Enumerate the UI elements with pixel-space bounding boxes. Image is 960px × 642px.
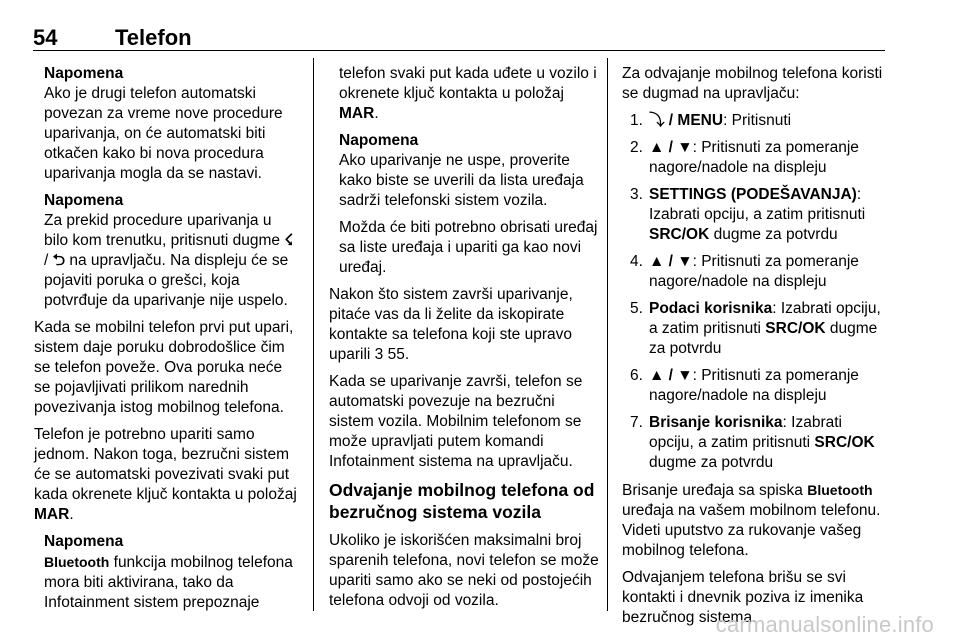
back-icon: ⮌ [52, 252, 66, 269]
note-text: Ako uparivanje ne uspe, proverite kako biste se uverili da lista uređaja sadrži telefonski sistem vozila. [339, 152, 584, 209]
list-item: 6. ▲ / ▼: Pritisnuti za pomeranje nagore/nadole na displeju [630, 367, 859, 404]
column-divider-1 [313, 58, 314, 611]
note-heading: Napomena [44, 65, 124, 82]
paragraph-contacts-deleted: Odvajanjem telefona brišu se svi kontakti i dnevnik poziva iz imenika bezručnog sistema. [622, 569, 864, 626]
list-item: 1. ⤵ / MENU: Pritisnuti [630, 112, 792, 129]
column-2 [329, 64, 599, 618]
note-heading: Napomena [44, 192, 124, 209]
note-text: Za prekid procedure uparivanja u bilo kom trenutku, pritisnuti dugme ☇ / ⮌ na upravljaču. Na displeju će se pojaviti poruka o grešci, koja potvrđuje da uparivanje nije uspelo. [44, 212, 294, 309]
header-rule [33, 50, 885, 51]
list-item: 5. Podaci korisnika: Izabrati opciju, a zatim pritisnuti SRC/OK dugme za potvrdu [630, 300, 881, 357]
page-title: Telefon [115, 25, 192, 50]
note-text: Bluetooth funkcija mobilnog telefona mora biti aktivirana, tako da Infotainment sistem prepoznaje [44, 554, 293, 611]
note-pairing-interrupt [44, 64, 298, 184]
steps-list [622, 111, 890, 473]
watermark-footer: carmanualsonline.info [715, 612, 934, 637]
paragraph-pair-once: Telefon je potrebno upariti samo jednom. Nakon toga, bezručni sistem će se automatski povezivati svaki put kada okrenete ključ kontakta u položaj MAR. [34, 426, 297, 523]
page-reference-link[interactable]: 3 55 [374, 346, 405, 363]
page-number: 54 [33, 25, 58, 50]
paragraph-max-phones: Ukoliko je iskorišćen maksimalni broj sparenih telefona, novi telefon se može upariti samo ako se neki od postojećih telefona odvoji od vozila. [329, 532, 599, 609]
list-item: 4. ▲ / ▼: Pritisnuti za pomeranje nagore/nadole na displeju [630, 253, 859, 290]
note-text: Ako je drugi telefon automatski povezan za vreme nove procedure uparivanja, on će automatski biti otkačen kako bi nova procedura uparivanja mogla da se nastavi. [44, 85, 283, 182]
column-1 [34, 64, 298, 620]
note-heading: Napomena [44, 533, 124, 550]
column-3 [622, 64, 890, 635]
page-header [33, 25, 885, 51]
note-continued [339, 64, 599, 124]
paragraph-auto-connect: Kada se uparivanje završi, telefon se automatski povezuje na bezručni sistem vozila. Mobilnim telefonom se može upravljati putem komandi Infotainment sistema na upravljaču. [329, 373, 583, 470]
paragraph-welcome: Kada se mobilni telefon prvi put upari, sistem daje poruku dobrodošlice čim se telefon poveže. Ova poruka neće se pojavljivati prilikom narednih povezivanja istog mobilnog telefona. [34, 319, 294, 416]
list-item: 7. Brisanje korisnika: Izabrati opciju, a zatim pritisnuti SRC/OK dugme za potvrdu [630, 414, 875, 471]
list-item: 3. SETTINGS (PODEŠAVANJA): Izabrati opciju, a zatim pritisnuti SRC/OK dugme za potvrdu [630, 186, 866, 243]
paragraph-intro: Za odvajanje mobilnog telefona koristi se dugmad na upravljaču: [622, 65, 883, 102]
section-heading: Odvajanje mobilnog telefona od bezručnog sistema vozila [329, 480, 595, 522]
note-bluetooth [44, 532, 298, 613]
note-pairing-failed [339, 131, 599, 278]
paragraph-delete-device: Brisanje uređaja sa spiska Bluetooth uređaja na vašem mobilnom telefonu. Videti uputstvo za rukovanje vašeg mobilnog telefona. [622, 482, 881, 559]
note-heading: Napomena [339, 132, 419, 149]
note-cancel-pairing [44, 191, 298, 311]
voice-icon: ☇ [284, 232, 294, 249]
column-divider-2 [607, 58, 608, 611]
note-text: telefon svaki put kada uđete u vozilo i okrenete ključ kontakta u položaj MAR. [339, 65, 597, 122]
list-item: 2. ▲ / ▼: Pritisnuti za pomeranje nagore/nadole na displeju [630, 139, 859, 176]
note-text: Možda će biti potrebno obrisati uređaj sa liste uređaja i upariti ga kao novi uređaj. [339, 219, 598, 276]
paragraph-copy-contacts: Nakon što sistem završi uparivanje, pitaće vas da li želite da iskopirate kontakte sa telefona koji ste upravo uparili 3 55. [329, 286, 573, 363]
